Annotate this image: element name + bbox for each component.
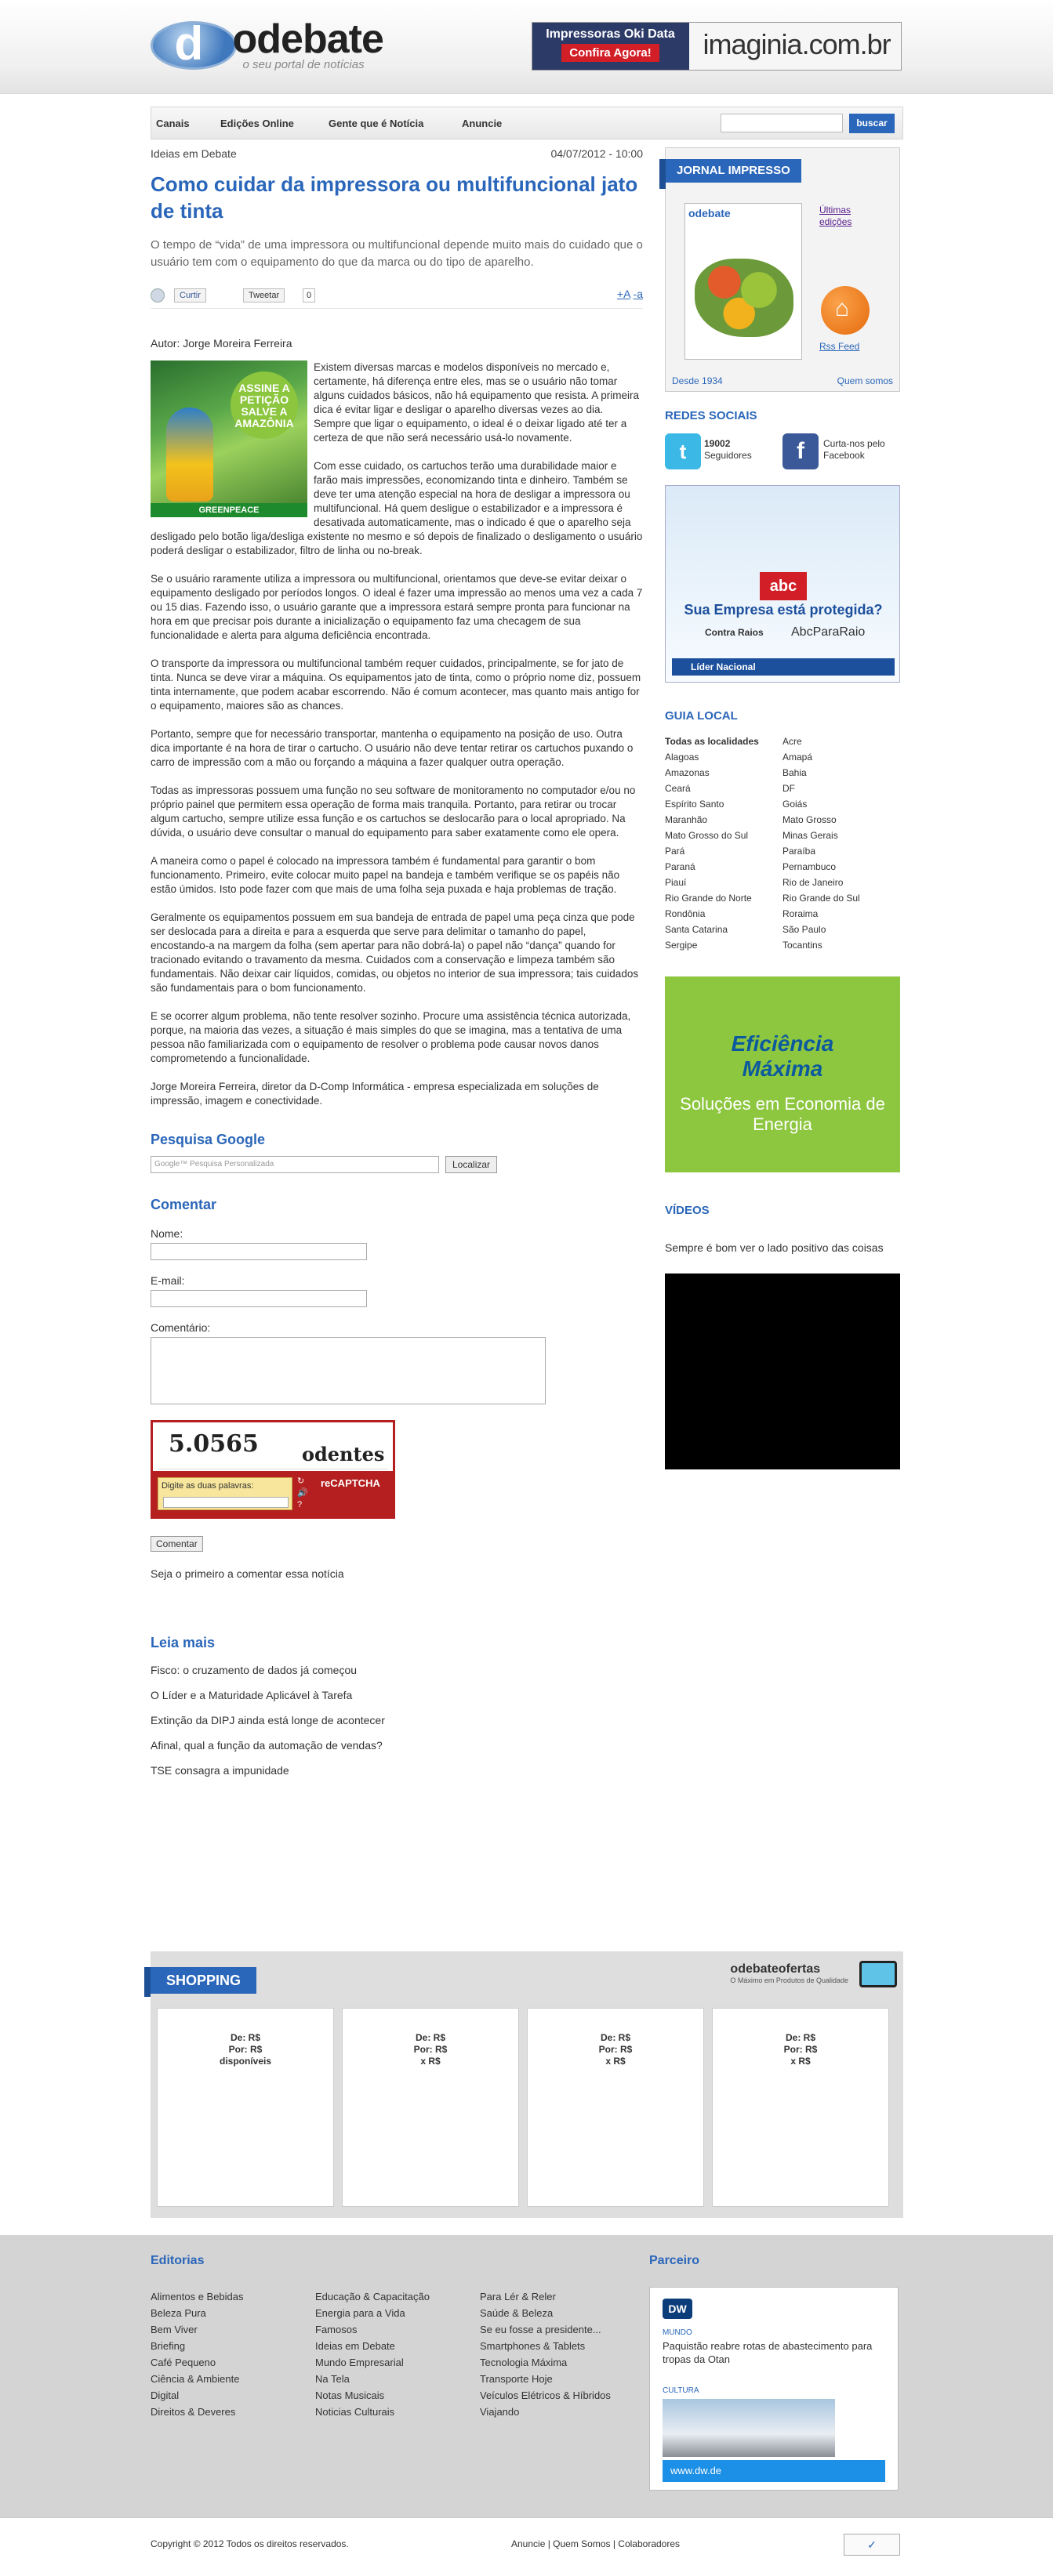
captcha-controls bbox=[153, 1471, 393, 1516]
captcha-icons[interactable]: ↻ 🔊 ? bbox=[297, 1476, 308, 1509]
breadcrumb[interactable]: Ideias em Debate bbox=[151, 147, 237, 160]
guia-local-list bbox=[665, 734, 900, 953]
shopping-section bbox=[151, 1951, 903, 2218]
efi-line1: Eficiência bbox=[731, 1031, 834, 1056]
guia-local-item[interactable]: Rondônia bbox=[665, 908, 706, 919]
guia-local-item[interactable]: Bahia bbox=[782, 767, 807, 778]
recaptcha bbox=[151, 1420, 395, 1519]
article-paragraph: E se ocorrer algum problema, não tente resolver sozinho. Procure uma assistência técnica autorizada, porque, na maioria das vezes, a situação é mais simples do que se imagina, mas a tentativa de uma pessoa não familiarizada com o equipamento de resolver o problema pode causar novos danos comprometendo a funcionalidade. bbox=[151, 1010, 631, 1064]
top-banner-ad[interactable] bbox=[532, 22, 902, 71]
shopping-title: SHOPPING bbox=[151, 1967, 256, 1994]
partner-url[interactable]: www.dw.de bbox=[663, 2460, 885, 2482]
guia-local-item[interactable]: Rio de Janeiro bbox=[782, 877, 844, 888]
editoria-link[interactable]: Café Pequeno bbox=[151, 2357, 216, 2368]
abc-contra: Contra Raios bbox=[705, 627, 764, 638]
guia-local-item[interactable]: Sergipe bbox=[665, 940, 698, 951]
ad-oki-title: Impressoras Oki Data bbox=[546, 27, 675, 41]
guia-col-2 bbox=[782, 734, 900, 953]
guia-local-item[interactable]: Ceará bbox=[665, 783, 691, 794]
tweet-button[interactable]: Tweetar bbox=[243, 288, 285, 303]
captcha-prompt: Digite as duas palavras: bbox=[162, 1481, 254, 1491]
guia-local-item[interactable]: Todas as localidades bbox=[665, 736, 759, 747]
editoria-link[interactable]: Beleza Pura bbox=[151, 2307, 206, 2319]
guia-local-item[interactable]: Tocantins bbox=[782, 940, 822, 951]
guia-local-item[interactable]: Espírito Santo bbox=[665, 799, 724, 810]
article-lead: O tempo de “vida” de uma impressora ou multifuncional depende muito mais do cuidado que o usuário tem com o equipamento do que da marca ou do tipo de aparelho. bbox=[151, 238, 643, 269]
article-paragraph: Existem diversas marcas e modelos disponíveis no mercado e, certamente, há diferença entre eles, mas se o usuário não tomar alguns cuidados básicos, não há equipamento que resista. A primeira dica é evitar ligar e desligar o aparelho diversas vezes ao dia. Sempre que ligar o equipamento, o ideal é o deixar ligado até ter a certeza de que não será necessário usá-lo novamente. bbox=[314, 361, 640, 444]
search-input[interactable] bbox=[721, 114, 843, 132]
partner-headline[interactable]: Paquistão reabre rotas de abastecimento para tropas da Otan bbox=[663, 2340, 873, 2365]
ad-imaginia-brand: imaginia.com.br bbox=[703, 28, 891, 60]
article-paragraph: Com esse cuidado, os cartuchos terão uma durabilidade maior e farão mais impressões, economizando tinta e dinheiro. Também se deve ter uma atenção especial na hora de desligar a impressora ou multifuncional. Há quem desligue o estabilizador e a impressora é desativada automaticamente, mas o indicado é que o aparelho seja desligado pelo botão liga/desliga existente no mesmo e só depois de finalizado o desligamento o usuário poderá desligar o estabilizador, filtro de linha ou no-break. bbox=[151, 460, 643, 556]
editorias-col-3 bbox=[480, 2288, 611, 2420]
abc-question: Sua Empresa está protegida? bbox=[684, 602, 883, 618]
facebook-label[interactable]: Curta-nos pelo Facebook bbox=[823, 438, 885, 461]
google-search-title: Pesquisa Google bbox=[151, 1132, 266, 1147]
ultimas-edicoes-link[interactable]: Últimas edições bbox=[819, 205, 852, 227]
greenpeace-logo: GREENPEACE bbox=[151, 503, 307, 517]
twitter-followers: 19002 Seguidores bbox=[704, 438, 752, 461]
rss-icon[interactable]: ⌂ bbox=[821, 286, 870, 335]
editorias-col-1 bbox=[151, 2288, 244, 2420]
captcha-input[interactable] bbox=[163, 1497, 289, 1508]
site-logo[interactable] bbox=[151, 17, 433, 72]
editoria-link[interactable]: Alimentos e Bebidas bbox=[151, 2291, 244, 2302]
video-player[interactable] bbox=[665, 1274, 900, 1469]
captcha-input-box bbox=[158, 1477, 292, 1510]
facebook-like-button[interactable]: Curtir bbox=[174, 288, 206, 303]
editoria-link[interactable]: Ciência & Ambiente bbox=[151, 2373, 240, 2385]
share-icon[interactable] bbox=[151, 288, 165, 303]
read-more-link[interactable]: Extinção da DIPJ ainda está longe de acontecer bbox=[151, 1714, 385, 1726]
editoria-link[interactable]: Se eu fosse a presidente... bbox=[480, 2324, 601, 2335]
guia-local-item[interactable]: Mato Grosso bbox=[782, 814, 837, 825]
share-bar bbox=[151, 285, 643, 309]
search-button[interactable]: buscar bbox=[849, 114, 895, 133]
editoria-link[interactable]: Saúde & Beleza bbox=[480, 2307, 554, 2319]
greenpeace-ad[interactable] bbox=[151, 360, 307, 517]
read-more bbox=[151, 1635, 643, 1777]
comment-label: Comentário: bbox=[151, 1321, 211, 1334]
editoria-link[interactable]: Famosos bbox=[315, 2324, 358, 2335]
twitter-icon[interactable]: t bbox=[665, 433, 701, 469]
product-card[interactable]: De: R$ Por: R$ x R$ bbox=[712, 2008, 889, 2207]
read-more-link[interactable]: O Líder e a Maturidade Aplicável à Tarefa bbox=[151, 1689, 353, 1701]
editoria-link[interactable]: Direitos & Deveres bbox=[151, 2406, 236, 2418]
article-title: Como cuidar da impressora ou multifuncional jato de tinta bbox=[151, 172, 638, 223]
dw-logo: DW bbox=[663, 2299, 692, 2319]
read-more-link[interactable]: Fisco: o cruzamento de dados já começou bbox=[151, 1664, 358, 1676]
editoria-link[interactable]: Tecnologia Máxima bbox=[480, 2357, 568, 2368]
videos-title: VÍDEOS bbox=[665, 1204, 710, 1217]
partner-widget[interactable] bbox=[649, 2287, 899, 2491]
email-field[interactable] bbox=[151, 1290, 367, 1307]
article-paragraph: A maneira como o papel é colocado na impressora também é fundamental para garantir o bom funcionamento. Primeiro, evite colocar muito papel na bandeja e também verifique se os papéis não estão úmidos. Isto pode fazer com que mais de uma folha seja puxada e haja problemas de tração. bbox=[151, 855, 620, 895]
tweet-count: 0 bbox=[303, 288, 315, 303]
article-date: 04/07/2012 - 10:00 bbox=[550, 147, 643, 160]
logo-tagline: o seu portal de notícias bbox=[242, 58, 365, 71]
submit-comment-button[interactable]: Comentar bbox=[151, 1536, 203, 1552]
ad-oki-cta[interactable]: Confira Agora! bbox=[561, 44, 659, 62]
editoria-link[interactable]: Transporte Hoje bbox=[480, 2373, 553, 2385]
guia-local-item[interactable]: São Paulo bbox=[782, 924, 826, 935]
article-author: Autor: Jorge Moreira Ferreira bbox=[151, 337, 292, 350]
read-more-link[interactable]: Afinal, qual a função da automação de vendas? bbox=[151, 1739, 383, 1752]
odebate-ofertas-logo[interactable]: odebateofertas O Máximo em Produtos de Qualidade bbox=[730, 1962, 848, 1984]
footer-links[interactable]: Anuncie | Quem Somos | Colaboradores bbox=[511, 2538, 681, 2549]
partner-photo bbox=[663, 2399, 835, 2457]
parrot-image bbox=[166, 408, 213, 502]
guia-local-item[interactable]: Paraíba bbox=[782, 846, 816, 857]
editoria-link[interactable]: Na Tela bbox=[315, 2373, 350, 2385]
video-caption[interactable]: Sempre é bom ver o lado positivo das coisas bbox=[665, 1241, 884, 1254]
rss-feed-link[interactable]: Rss Feed bbox=[819, 341, 860, 352]
guia-local-item[interactable]: Minas Gerais bbox=[782, 830, 838, 841]
editoria-link[interactable]: Bem Viver bbox=[151, 2324, 198, 2335]
product-card[interactable]: De: R$ Por: R$ disponíveis bbox=[157, 2008, 334, 2207]
efi-line2: Máxima bbox=[742, 1056, 823, 1081]
redes-sociais-title: REDES SOCIAIS bbox=[665, 409, 757, 422]
editoria-link[interactable]: Para Lér & Reler bbox=[480, 2291, 556, 2302]
guia-local-item[interactable]: DF bbox=[782, 783, 795, 794]
editoria-link[interactable]: Viajando bbox=[480, 2406, 520, 2418]
eficiencia-maxima-ad[interactable] bbox=[665, 976, 900, 1172]
guia-local-item[interactable]: Rio Grande do Norte bbox=[665, 893, 752, 904]
quem-somos-link[interactable]: Quem somos bbox=[837, 375, 893, 386]
guia-local-item[interactable]: Goiás bbox=[782, 799, 808, 810]
ad-oki bbox=[532, 23, 689, 70]
abc-pararaio-ad[interactable] bbox=[665, 485, 900, 683]
efi-line3: Soluções em Economia de Energia bbox=[680, 1094, 885, 1134]
guia-col-1 bbox=[665, 734, 782, 953]
guia-local-item[interactable]: Acre bbox=[782, 736, 802, 747]
jornal-impresso-box bbox=[665, 147, 900, 392]
ad-imaginia bbox=[689, 23, 901, 70]
guia-local-item[interactable]: Paraná bbox=[665, 861, 695, 872]
read-more-link[interactable]: TSE consagra a impunidade bbox=[151, 1764, 289, 1777]
cover-photo bbox=[695, 259, 793, 337]
product-card[interactable]: De: R$ Por: R$ x R$ bbox=[342, 2008, 519, 2207]
abc-lider: Líder Nacional bbox=[672, 658, 895, 676]
abc-brand: AbcParaRaio bbox=[791, 625, 866, 639]
name-label: Nome: bbox=[151, 1227, 183, 1240]
editoria-link[interactable]: Notas Musicais bbox=[315, 2389, 385, 2401]
editoria-link[interactable]: Veículos Elétricos & Híbridos bbox=[480, 2389, 611, 2401]
font-size-controls bbox=[617, 288, 643, 300]
google-search-input[interactable]: Google™ Pesquisa Personalizada bbox=[151, 1156, 439, 1173]
read-more-title: Leia mais bbox=[151, 1635, 216, 1650]
recaptcha-logo: reCAPTCHA bbox=[321, 1477, 380, 1489]
guia-local-item[interactable]: Amapá bbox=[782, 752, 813, 763]
guia-local-item[interactable]: Pará bbox=[665, 846, 685, 857]
font-decrease[interactable]: -a bbox=[633, 288, 643, 300]
editoria-link[interactable]: Briefing bbox=[151, 2340, 186, 2352]
editoria-link[interactable]: Noticias Culturais bbox=[315, 2406, 395, 2418]
logo-disk: d bbox=[151, 21, 237, 70]
header bbox=[0, 0, 1053, 94]
google-search-button[interactable]: Localizar bbox=[445, 1156, 497, 1173]
article-body bbox=[151, 360, 643, 1108]
newspaper-cover[interactable]: odebate bbox=[684, 203, 802, 360]
comment-title: Comentar bbox=[151, 1197, 217, 1212]
nav-anuncie[interactable]: Anuncie bbox=[462, 118, 503, 129]
guia-local-item[interactable]: Santa Catarina bbox=[665, 924, 728, 935]
name-field[interactable] bbox=[151, 1243, 367, 1260]
parceiro-title: Parceiro bbox=[649, 2254, 700, 2267]
article-paragraph: Se o usuário raramente utiliza a impressora ou multifuncional, orientamos que deve-se evitar deixar o equipamento desligado por períodos longos. O ideal é fazer uma impressão ao menos uma vez a cada 7 ou 15 dias. Fazendo isso, o usuário garante que a impressora estará sempre pronta para funcionar na hora em que precisar pois durante a inicialização o equipamento faz uma checagem de sua funcionalidade e alerta para alguma deficiência encontrada. bbox=[151, 573, 643, 641]
captcha-image: 5.0565 odentes bbox=[158, 1427, 388, 1469]
first-comment-note: Seja o primeiro a comentar essa notícia bbox=[151, 1567, 344, 1580]
sidebar bbox=[665, 147, 900, 1469]
nav-edicoes-online[interactable]: Edições Online bbox=[220, 118, 294, 129]
editorias-title: Editorias bbox=[151, 2254, 205, 2267]
partner-section-cultura: CULTURA bbox=[663, 2386, 699, 2395]
facebook-icon[interactable]: f bbox=[782, 433, 819, 469]
desde-1934: Desde 1934 bbox=[672, 375, 723, 386]
guia-local-title: GUIA LOCAL bbox=[665, 709, 738, 723]
bottom-bar bbox=[0, 2517, 1053, 2576]
logo-name: odebate bbox=[232, 16, 383, 62]
product-card[interactable]: De: R$ Por: R$ x R$ bbox=[527, 2008, 704, 2207]
article-paragraph: O transporte da impressora ou multifuncional também requer cuidados, principalmente, se for jato de tinta. Nunca se deve virar a máquina. Os equipamentos jato de tinta, como o próprio nome diz, possuem tinta internamente, que podem acabar escorrendo. Não é comum acontecer, mas quanto mais antigo for o equipamento, maiores são as chances. bbox=[151, 658, 641, 712]
guia-local-item[interactable]: Alagoas bbox=[665, 752, 699, 763]
copyright: Copyright © 2012 Todos os direitos reservados. bbox=[151, 2538, 349, 2549]
editoria-link[interactable]: Energia para a Vida bbox=[315, 2307, 405, 2319]
article-paragraph: Todas as impressoras possuem uma função no seu software de monitoramento no computador e/ou no próprio painel que permitem essa operação de forma mais tranquila. Portanto, para retirar ou trocar algum cartucho, sempre utilize essa função e os cartuchos se deslocarão para o local apropriado. Na dúvida, o usuário deve consultar o manual do equipamento para saber exatamente como ele opera. bbox=[151, 784, 636, 839]
guia-local-item[interactable]: Maranhão bbox=[665, 814, 708, 825]
editoria-link[interactable]: Ideias em Debate bbox=[315, 2340, 395, 2352]
partner-section-mundo: MUNDO bbox=[663, 2328, 692, 2337]
email-label: E-mail: bbox=[151, 1274, 185, 1287]
comment-textarea[interactable] bbox=[151, 1337, 546, 1404]
nav-gente-que-e-noticia[interactable]: Gente que é Notícia bbox=[329, 118, 424, 129]
guia-local-item[interactable]: Amazonas bbox=[665, 767, 710, 778]
article-paragraph: Jorge Moreira Ferreira, diretor da D-Comp Informática - empresa especializada em soluções de impressão, imagem e conectividade. bbox=[151, 1081, 599, 1107]
editorias-col-2 bbox=[315, 2288, 430, 2420]
editoria-link[interactable]: Digital bbox=[151, 2389, 180, 2401]
guia-local-item[interactable]: Mato Grosso do Sul bbox=[665, 830, 749, 841]
abc-logo: abc bbox=[760, 572, 807, 600]
editoria-link[interactable]: Mundo Empresarial bbox=[315, 2357, 404, 2368]
main-nav bbox=[151, 107, 903, 139]
guia-local-item[interactable]: Pernambuco bbox=[782, 861, 837, 872]
ad-bubble: ASSINE A PETIÇÃO SALVE A AMAZÔNIA bbox=[231, 371, 298, 439]
font-increase[interactable]: +A bbox=[616, 288, 630, 300]
article-paragraph: Geralmente os equipamentos possuem em sua bandeja de entrada de papel uma peça cinza que pode ser deslocada para a direita e para a esquerda que serve para delimitar o tamanho do papel, encostando-a na margem da folha (sem apertar para não dobrá-la) o papel não “dança” quando for tracionado evitando o travamento da mesma. Cuidados com a conservação e limpeza também são fundamentais. Não deixar cair líquidos, comidas, ou objetos no interior de sua impressora; tais cuidados são fundamentais para o bom funcionamento. bbox=[151, 911, 639, 994]
guia-local-item[interactable]: Piauí bbox=[665, 877, 687, 888]
footer bbox=[0, 2235, 1053, 2517]
editoria-link[interactable]: Smartphones & Tablets bbox=[480, 2340, 586, 2352]
nav-canais[interactable]: Canais bbox=[156, 118, 190, 129]
article-paragraph: Portanto, sempre que for necessário transportar, mantenha o equipamento na posição de uso. Outra dica importante é na hora de tirar o cartucho. O usuário não deve tentar retirar os cartuchos puxando o carro de impressão com a mão ou forçando a máquina a fazer qualquer outra operação. bbox=[151, 728, 634, 768]
guia-local-item[interactable]: Roraima bbox=[782, 908, 819, 919]
guia-local-item[interactable]: Rio Grande do Sul bbox=[782, 893, 860, 904]
validator-icon[interactable]: ✓ bbox=[844, 2534, 900, 2556]
social-networks bbox=[665, 433, 900, 477]
editoria-link[interactable]: Educação & Capacitação bbox=[315, 2291, 430, 2302]
google-search bbox=[151, 1154, 643, 1175]
chat-bubble-icon bbox=[859, 1961, 897, 1987]
article-column bbox=[151, 147, 643, 1777]
jornal-impresso-title: JORNAL IMPRESSO bbox=[666, 159, 801, 183]
